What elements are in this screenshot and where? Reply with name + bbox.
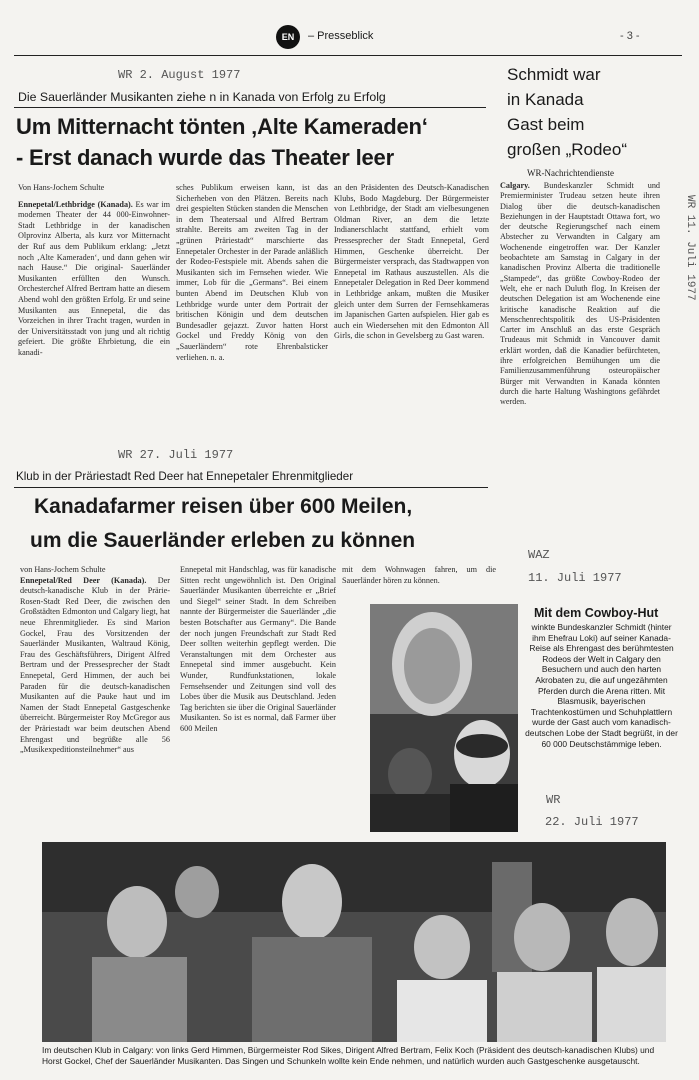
article3-byline: von Hans-Jochem Schulte [20, 565, 106, 574]
date-stamp-waz: WAZ [528, 548, 550, 562]
source-label: – Presseblick [308, 30, 374, 42]
article3-kicker-rule [14, 487, 488, 488]
article2-agency: WR-Nachrichtendienste [527, 168, 614, 178]
article2-headline-line2: in Kanada [507, 90, 584, 109]
date-stamp-wr-jul22-date: 22. Juli 1977 [545, 815, 639, 829]
article2-headline [507, 62, 627, 162]
article1-col1 [18, 183, 170, 429]
date-stamp-waz-date: 11. Juli 1977 [528, 571, 622, 585]
article1-headline-line2: - Erst danach wurde das Theater leer [16, 145, 394, 170]
article2-headline-line1: Schmidt war [507, 65, 601, 84]
article2-dateline: Calgary. [500, 181, 530, 190]
article1-kicker-rule [14, 107, 486, 108]
article2-body [500, 181, 660, 527]
cowboy-caption: winkte Bundeskanzler Schmidt (hinter ihm Ehefrau Loki) auf seiner Kanada-Reise als Ehrengast des berühmtesten Rodeos der Welt in Calgary den Besuchern und auch den harten Akrobaten zu, die auf ungezähmten Pferden durch die Arena ritten. Mit Blasmusik, bayerischen Trachtenkostümen und Schuhplattlern wurde der Gast auch vom kanadisch-deutschen Lobe der Stadt begrüßt, in der 60 000 Deutschstämmige leben. [525, 622, 678, 749]
article3-col1 [20, 565, 170, 828]
article1-col2: sches Publikum erweisen kann, ist das Sicherheben von den Plätzen. Bereits nach drei gespielten Stücken standen die Menschen in dem Theatersaal und Alfred Bertram strahlte. Bereits am zweiten Tag in der „grünen Präriestadt“ marschierte das Ennepetaler Orchester in der Parade anläßlich der Rodeo-Festspiele mit. Abends sahen die Musikanten sich im Fernsehen wieder. Wie immer, Lob für die „Germans“. Bei einem bunten Abend im Deutschen Klub von Lethbridge wurde unter dem Portrait der britischen Königin und dem deutschen Bundesadler gejazzt. Zuvor hatten Horst Gockel und Freddy König von den „Sauerländern“ rote Ehrenbalsticker verliehen. n. a. [176, 183, 328, 362]
article3-headline-line2: um die Sauerländer erleben zu können [30, 529, 416, 552]
article1-col3: an den Präsidenten des Deutsch-Kanadischen Klubs, Bodo Magdeburg. Der Bürgermeister von Lethbridge, der Stadt am vielbesungenen Oldman River, an dem die letzte Indianerschlacht stattfand, erhielt vom Pressesprecher der Stadt Ennepetal, Gerd Himmen, Geschenke überreicht. Der Bürgermeister versprach, das Stadtwappen von Ennepetal im Rathaus auszustellen. Als die Ennepetaler Delegation in Red Deer kommend in Lethbridge ankam, mußten die Musiker gleich unter dem Surren der Fernsehkameras im Japanischen Garten aufspielen. Hier gab es auch ein Wiedersehen mit den Edmonton All Girls, die schon in Gevelsberg zu Gast waren. [334, 183, 489, 341]
logo-text: EN [281, 32, 295, 42]
article2-headline-line3: Gast beim [507, 115, 585, 134]
article1-col1-text: Es war im modernen Theater der 44 000-Einwohner-Stadt Lethbridge in der kanadischen Olprovinz Alberta, als kurz vor Mitternacht der Ruf aus dem Publikum erklang: „Jetzt noch ‚Alte Kameraden‘, und dann gehen wir nach Hause.“ Die original- Sauerländer Musikanten erfüllten den Wunsch. Orchesterchef Alfred Bertram hatte an diesem Abend wohl den größten Erfolg. Er und seine Musikanten aus Ennepetal, die das Vorzeichen in ihrer Tracht tragen, wurden in der Universitätsstadt von jung und alt richtig gefeiert. Die größte Ehrbietung, die ein kanadi- [18, 199, 170, 357]
date-stamp-wr-jul27: WR 27. Juli 1977 [118, 448, 234, 462]
article3-dateline: Ennepetal/Red Deer (Kanada). [20, 575, 147, 585]
photo-chancellor-drawing [370, 604, 518, 832]
photo-group-calgary-club [42, 842, 666, 1042]
article3-headline-line1: Kanadafarmer reisen über 600 Meilen, [34, 495, 413, 518]
date-stamp-wr-aug: WR 2. August 1977 [118, 68, 241, 82]
article2-text: Bundeskanzler Schmidt und Premierminister Trudeau setzen heute ihren Dialog über die deutsch-kanadischen Beziehungen in der Hauptstadt Ottawa fort, wo der deutsche Regierungschef nach einem Abstecher zu Verwandten in Calgary am Wochenende eingetroffen war. Der Kanzler beobachtete am Samstag in Calgary in der kanadischen Provinz Alberta die traditionelle „Stampede“, das größte Cowboy-Rodeo der Welt, ehe er nach Duluth flog. In Kreisen der deutschen Delegation ist am Wochenende eine kritische kanadische Reaktion auf die Menschenrechtspolitik des US-Präsidenten Carter im Anschluß an das erste Gespräch Trudeaus mit Schmidt in Vancouver damit erklärt worden, daß die Kanadier befürchteten, ihre erfolgreichen Bemühungen um die Familienzusammenführung osteuropäischer Bürger mit Verwandten in Kanada könnten durch die harte Haltung Washingtons gefährdet werden. [500, 181, 660, 407]
article3-col2: Ennepetal mit Handschlag, was für kanadische Sitten recht ungewöhnlich ist. Den Original Sauerländer Musikanten überreichte er „Brief und Siegel“ seiner Stadt. In dem Schreiben nannte der Bürgermeister die Sauerländer „die besten Botschafter aus Germany“. Die Bande der noch jungen Freundschaft zur Stadt Red Deer sollten weiterhin gepflegt werden. Die Veranstaltungen mit dem Orchester aus Ennepetal sind immer ausgebucht. Kein Wunder, Rundfunkstationen, lokale Fernsehsender und Zeitungen sind voll des Lobes über die Musik aus Deutschland. Jeden Tag berichten sie über die Original Sauerländer Musikanten. So ist es normal, daß Farmer über 600 Meilen [180, 565, 336, 733]
article2-headline-line4: großen „Rodeo“ [507, 140, 628, 159]
article1-byline: Von Hans-Jochem Schulte [18, 183, 105, 192]
header-rule [14, 55, 682, 56]
photo-group-drawing [42, 842, 666, 1042]
article1-kicker: Die Sauerländer Musikanten ziehe n in Kanada von Erfolg zu Erfolg [18, 90, 386, 104]
bottom-photo-caption: Im deutschen Klub in Calgary: von links Gerd Himmen, Bürgermeister Rod Sikes, Dirigent Alfred Bertram, Felix Koch (Präsident des deutsch-kanadischen Klubs) und Horst Gockel, Chef der Sauerländer Musikanten. Das Singen und Schunkeln wollte kein Ende nehmen, und natürlich wurden auch Gastgeschenke ausgetauscht. [42, 1045, 655, 1066]
page-number: - 3 - [620, 30, 640, 42]
side-date-stamp: WR 11. Juli 1977 [684, 195, 696, 301]
publisher-logo [276, 25, 300, 49]
date-stamp-wr-jul22-label: WR [546, 793, 561, 807]
article3-kicker: Klub in der Präriestadt Red Deer hat Ennepetaler Ehrenmitglieder [16, 470, 354, 483]
article1-headline-line1: Um Mitternacht tönten ‚Alte Kameraden‘ [16, 114, 428, 139]
cowboy-headline: Mit dem Cowboy-Hut [534, 606, 659, 620]
photo-chancellor-cowboy-hat [370, 604, 518, 832]
article3-col1-text: Der deutsch-kanadische Klub in der Prärie-Rosen-Stadt Red Deer, die zwischen den Großstädten Edmonton und Calgary liegt, hat neue Ehrenmitglieder. Es sind Marion Gockel, Frau des Vorsitzenden der Sauerländer Musikanten, Waltraud König, Frau des Geschäftsführers, Dirigent Alfred Bertram und der Pressesprecher der Stadt Ennepetal, Gerd Himmen, der auch bei Paraden für die deutsch-kanadischen Musikanten auf die Pauke haut und im Namen der Stadt Ennepetal Gastgeschenke überreicht. Bürgermeister Roy McGregor aus der Präriestadt war beim deutschen Abend Ehrengast und begrüßte alle 56 „Musikexpeditionsteilnehmer“ aus [20, 575, 170, 755]
article1-dateline: Ennepetal/Lethbridge (Kanada). [18, 199, 133, 209]
article3-col3: mit dem Wohnwagen fahren, um die Sauerländer hören zu können. [342, 565, 496, 585]
